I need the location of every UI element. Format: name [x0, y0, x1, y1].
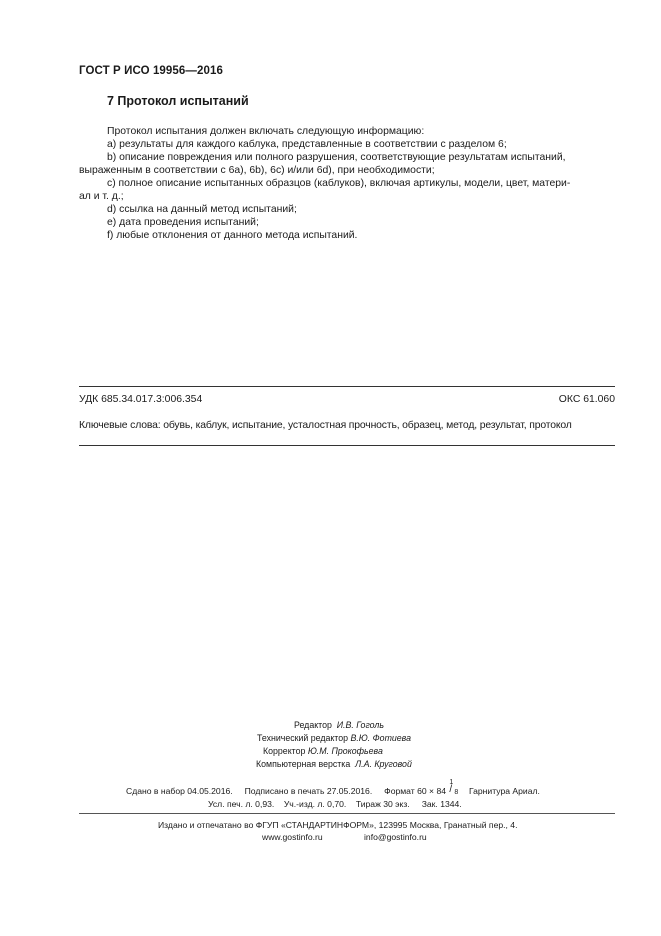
format-fraction: 1 / 8 — [449, 779, 459, 796]
editor-name: И.В. Гоголь — [336, 720, 384, 730]
list-item-a: a) результаты для каждого каблука, представленные в соответствии с разделом 6; — [107, 139, 507, 150]
email-link[interactable]: info@gostinfo.ru — [364, 832, 427, 842]
format-text: Формат 60 × 84 — [384, 786, 446, 796]
imprint-line1 — [126, 779, 540, 796]
corrector-line — [263, 746, 383, 756]
list-item-b-line1: b) описание повреждения или полного разрушения, соответствующие результатам испытаний, — [107, 152, 566, 163]
tech-editor-name: В.Ю. Фотиева — [350, 733, 411, 743]
list-item-b-line2: выраженным в соответствии с 6а), 6b), 6с) и/или 6d), при необходимости; — [79, 165, 435, 176]
imprint-line2 — [208, 799, 462, 809]
list-item-c-line1: c) полное описание испытанных образцов (каблуков), включая артикулы, модели, цвет, матери- — [107, 178, 571, 189]
order-number: Зак. 1344. — [421, 799, 462, 809]
imprint-divider — [79, 813, 615, 814]
website-link[interactable]: www.gostinfo.ru — [262, 832, 323, 842]
udk-code: УДК 685.34.017.3:006.354 — [79, 394, 203, 405]
editor-line — [294, 720, 384, 730]
oks-code: ОКС 61.060 — [558, 394, 615, 405]
section-title: 7 Протокол испытаний — [107, 94, 249, 108]
format-numerator: 1 — [449, 779, 454, 786]
layout-label: Компьютерная верстка — [256, 759, 351, 769]
pub-sheets: Уч.-изд. л. 0,70. — [283, 799, 347, 809]
divider-bottom — [79, 445, 615, 446]
list-item-e: e) дата проведения испытаний; — [107, 217, 259, 228]
layout-line — [256, 759, 412, 769]
publisher-info: Издано и отпечатано во ФГУП «СТАНДАРТИНФОРМ», 123995 Москва, Гранатный пер., 4. — [158, 820, 518, 830]
circulation: Тираж 30 экз. — [355, 799, 410, 809]
print-sheets: Усл. печ. л. 0,93. — [208, 799, 275, 809]
keywords: Ключевые слова: обувь, каблук, испытание, усталостная прочность, образец, метод, результат, протокол — [79, 420, 572, 431]
corrector-name: Ю.М. Прокофьева — [307, 746, 383, 756]
list-item-d: d) ссылка на данный метод испытаний; — [107, 204, 297, 215]
list-item-c-line2: ал и т. д.; — [79, 191, 124, 202]
divider-top — [79, 386, 615, 387]
signed-date: Подписано в печать 27.05.2016. — [244, 786, 373, 796]
standard-code: ГОСТ Р ИСО 19956—2016 — [79, 65, 224, 77]
tech-editor-line — [257, 733, 411, 743]
typeface: Гарнитура Ариал. — [468, 786, 540, 796]
format-denominator: 8 — [454, 789, 459, 796]
tech-editor-label: Технический редактор — [257, 733, 349, 743]
editor-label: Редактор — [294, 720, 332, 730]
submitted-date: Сдано в набор 04.05.2016. — [126, 786, 233, 796]
layout-name: Л.А. Круговой — [355, 759, 412, 769]
intro-text: Протокол испытания должен включать следующую информацию: — [107, 126, 425, 137]
corrector-label: Корректор — [263, 746, 306, 756]
list-item-f: f) любые отклонения от данного метода испытаний. — [107, 230, 358, 241]
